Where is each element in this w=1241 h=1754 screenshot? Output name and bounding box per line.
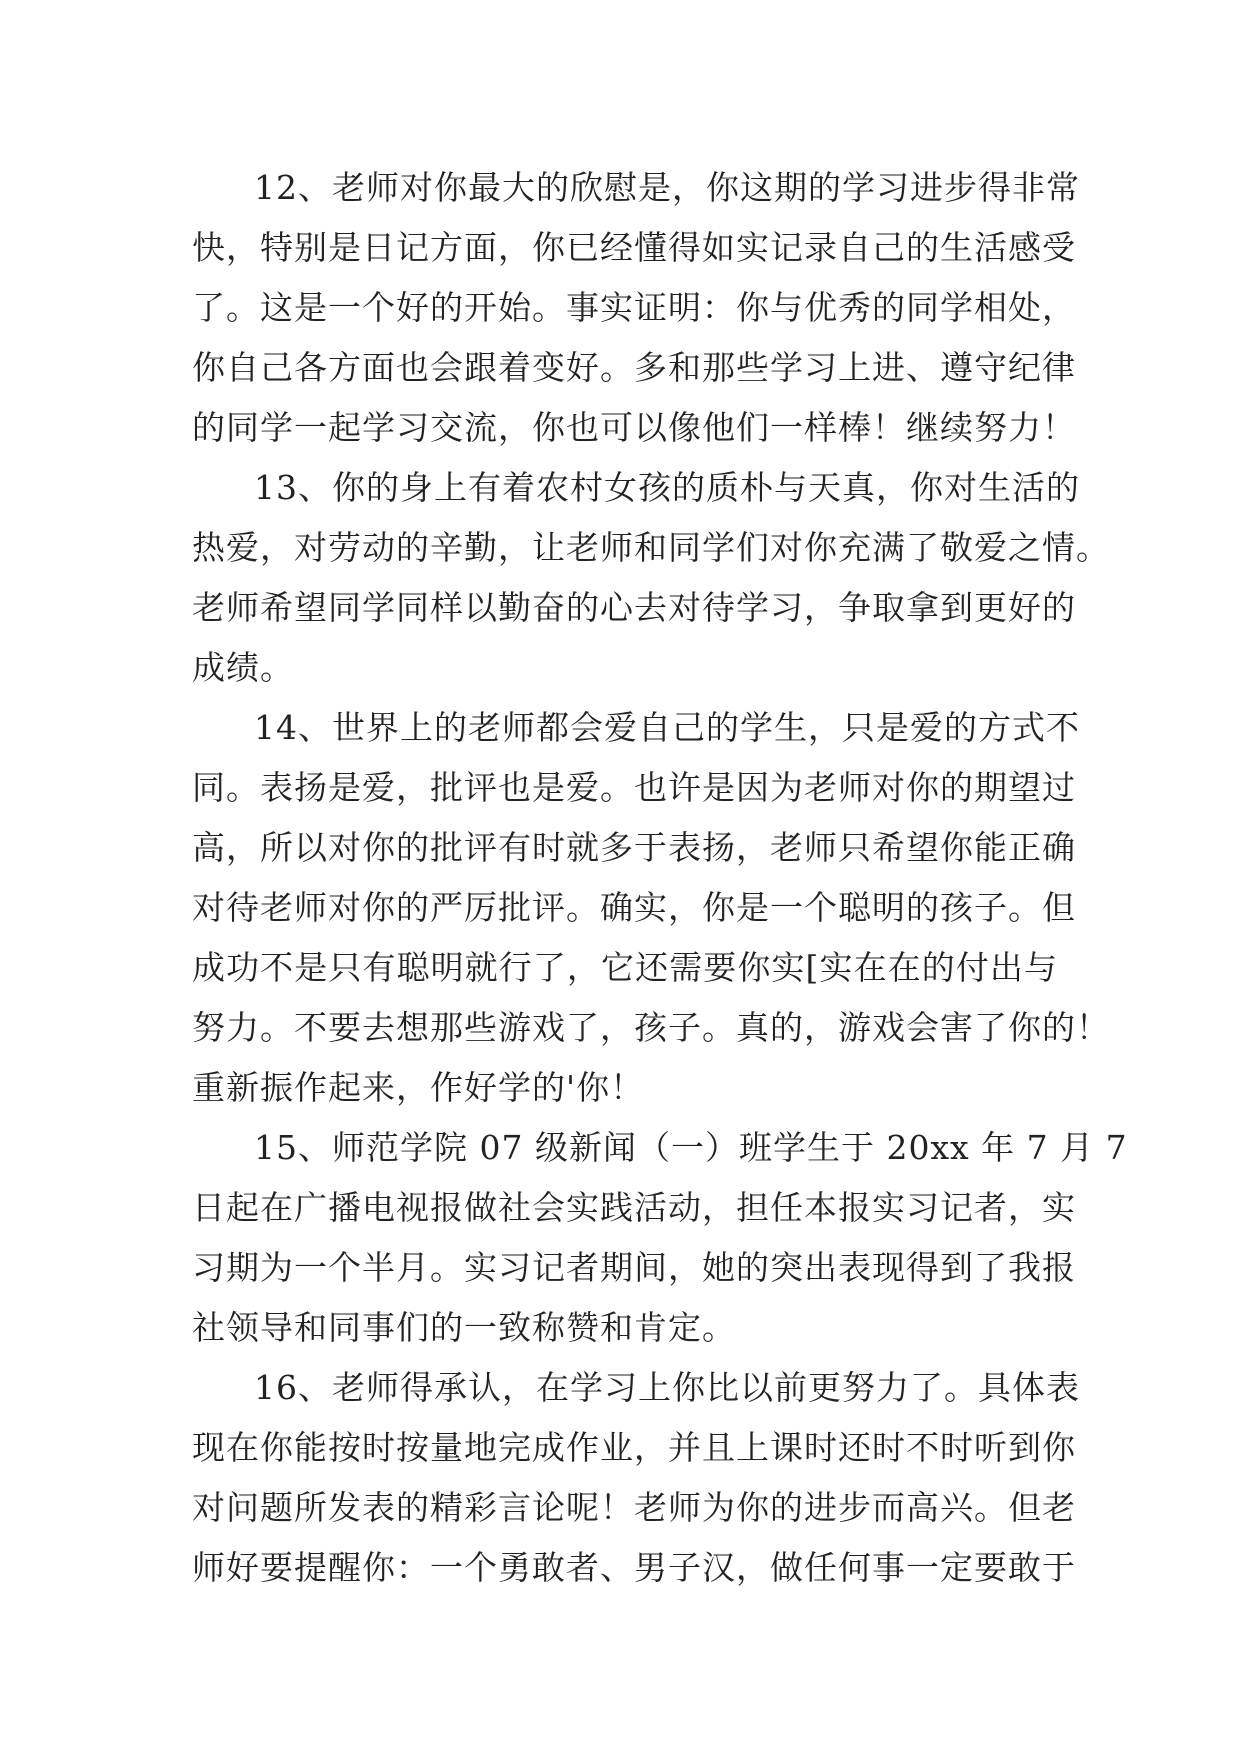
text-line: 重新振作起来，作好学的'你！ [192,1068,645,1107]
text-line: 12、老师对你最大的欣慰是，你这期的学习进步得非常 [254,168,1080,207]
text-line: 成功不是只有聪明就行了，它还需要你实[实在在的付出与 [192,948,1058,987]
text-line: 高，所以对你的批评有时就多于表扬，老师只希望你能正确 [192,828,1076,867]
text-line: 了。这是一个好的开始。事实证明：你与优秀的同学相处， [192,288,1076,327]
paragraph-12 [192,158,1080,458]
text-line: 快，特别是日记方面，你已经懂得如实记录自己的生活感受 [192,228,1076,267]
text-line: 的同学一起学习交流，你也可以像他们一样棒！继续努力！ [192,408,1076,447]
text-line: 13、你的身上有着农村女孩的质朴与天真，你对生活的 [254,468,1080,507]
text-line: 日起在广播电视报做社会实践活动，担任本报实习记者，实 [192,1188,1076,1227]
text-line: 成绩。 [192,648,294,687]
text-line: 习期为一个半月。实习记者期间，她的突出表现得到了我报 [192,1248,1076,1287]
text-line: 15、师范学院 07 级新闻（一）班学生于 20xx 年 7 月 7 [254,1128,1128,1167]
text-line: 对问题所发表的精彩言论呢！老师为你的进步而高兴。但老 [192,1488,1076,1527]
text-line: 现在你能按时按量地完成作业，并且上课时还时不时听到你 [192,1428,1076,1467]
paragraph-14 [192,698,1110,1118]
text-line: 你自己各方面也会跟着变好。多和那些学习上进、遵守纪律 [192,348,1076,387]
document-body [192,158,1128,1598]
text-line: 热爱，对劳动的辛勤，让老师和同学们对你充满了敬爱之情。 [192,528,1110,567]
text-line: 师好要提醒你：一个勇敢者、男子汉，做任何事一定要敢于 [192,1548,1076,1587]
paragraph-15 [192,1118,1128,1358]
text-line: 努力。不要去想那些游戏了，孩子。真的，游戏会害了你的！ [192,1008,1110,1047]
text-line: 同。表扬是爱，批评也是爱。也许是因为老师对你的期望过 [192,768,1076,807]
paragraph-16 [192,1358,1080,1598]
paragraph-13 [192,458,1110,698]
text-line: 社领导和同事们的一致称赞和肯定。 [192,1308,736,1347]
text-line: 14、世界上的老师都会爱自己的学生，只是爱的方式不 [254,708,1080,747]
text-line: 对待老师对你的严厉批评。确实，你是一个聪明的孩子。但 [192,888,1076,927]
text-line: 16、老师得承认，在学习上你比以前更努力了。具体表 [254,1368,1080,1407]
text-line: 老师希望同学同样以勤奋的心去对待学习，争取拿到更好的 [192,588,1076,627]
